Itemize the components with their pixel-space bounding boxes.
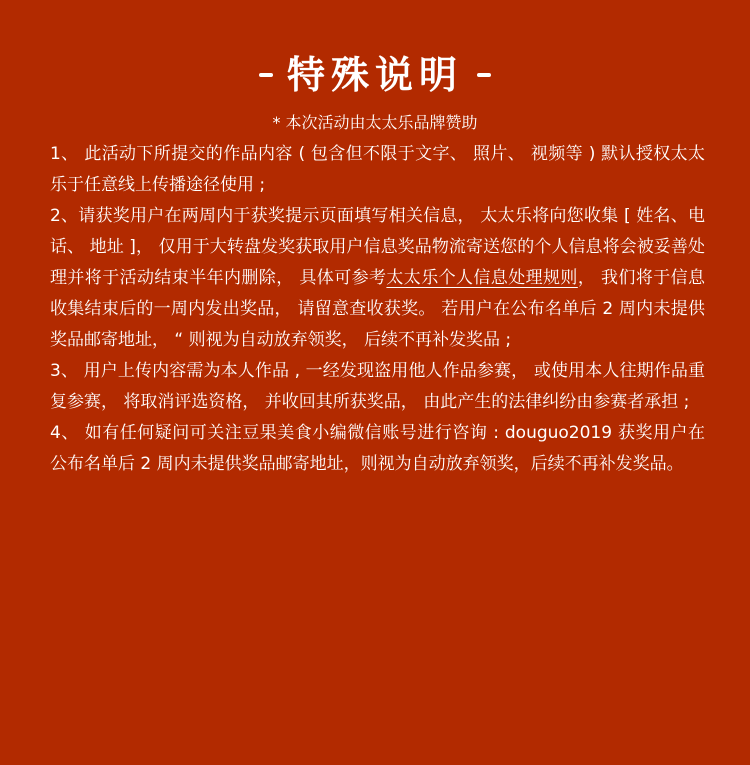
notice-item-2-before: 2、请获奖用户在两周内于获奖提示页面填写相关信息， 太太乐将向您收集 [ 姓名、电话、 地址 ]， 仅用于大转盘发奖获取用户信息奖品物流寄送您的个人信息将会被妥善处理并将于活动结束半年内删除， 具体可参考	[50, 206, 705, 288]
title-left-dash	[259, 73, 273, 77]
title-text: 特殊说明	[286, 53, 463, 97]
notice-item-4: 4、 如有任何疑问可关注豆果美食小编微信账号进行咨询 : douguo2019 获奖用户在公布名单后 2 周内未提供奖品邮寄地址，则视为自动放弃领奖，后续不再补发奖品。	[50, 423, 705, 474]
notice-item-3: 3、 用户上传内容需为本人作品 , 一经发现盗用他人作品参赛， 或使用本人往期作品重复参赛， 将取消评选资格， 并收回其所获奖品， 由此产生的法律纠纷由参赛者承担 ;	[50, 361, 705, 412]
page-title	[0, 48, 750, 102]
privacy-rules-link[interactable]: 太太乐个人信息处理规则	[386, 268, 578, 288]
notice-item-1: 1、 此活动下所提交的作品内容 ( 包含但不限于文字、 照片、 视频等 ) 默认授权太太乐于任意线上传播途径使用 ;	[50, 144, 705, 195]
notice-item-2-after: ， 我们将于信息收集结束后的一周内发出奖品， 请留意查收获奖。 若用户在公布名单后 2 周内未提供奖品邮寄地址， “ 则视为自动放弃领奖， 后续不再补发奖品 ;	[50, 268, 706, 350]
notice-item-2	[50, 201, 705, 356]
sponsor-note: * 本次活动由太太乐品牌赞助	[272, 113, 478, 132]
notice-body	[50, 139, 705, 480]
title-right-dash	[477, 73, 491, 77]
